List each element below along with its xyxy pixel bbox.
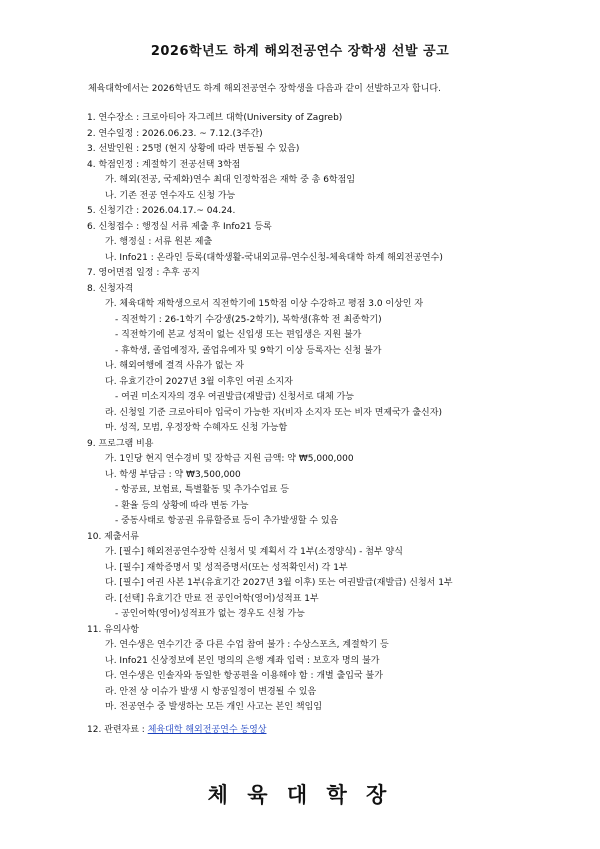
list-item: 가. 체육대학 재학생으로서 직전학기에 15학점 이상 수강하고 평점 3.0 이상인 자 (105, 299, 424, 309)
list-item: 다. 유효기간이 2027년 3월 이후인 여권 소지자 (105, 376, 293, 387)
list-item: 나. Info21 신상정보에 본인 명의의 은행 계좌 입력 : 보호자 명의 불가 (105, 655, 380, 666)
list-item: 라. 신청일 기준 크로아티아 입국이 가능한 자(비자 소지자 또는 비자 면제국가 출신자) (105, 407, 442, 418)
list-item: 마. 성적, 모범, 우정장학 수혜자도 신청 가능함 (105, 423, 288, 433)
sub-item: - 공인어학(영어)성적표가 없는 경우도 신청 가능 (115, 609, 305, 619)
sub-item: - 여권 미소지자의 경우 여권발급(재발급) 신청서로 대체 가능 (115, 392, 354, 402)
section-heading: 6. 신청접수 : 행정실 서류 제출 후 Info21 등록 (87, 221, 272, 232)
list-item: 나. 기존 전공 연수자도 신청 가능 (105, 190, 236, 201)
section-heading: 9. 프로그램 비용 (87, 438, 154, 449)
list-item: 마. 전공연수 중 발생하는 모든 개인 사고는 본인 책임임 (105, 702, 323, 712)
sub-item: - 항공료, 보험료, 특별활동 및 추가수업료 등 (115, 485, 289, 495)
section-heading: 10. 제출서류 (87, 531, 139, 542)
section-heading: 11. 유의사항 (87, 624, 139, 635)
list-item: 다. [필수] 여권 사본 1부(유효기간 2027년 3월 이후) 또는 여권발급(재발급) 신청서 1부 (105, 578, 453, 588)
list-item: 가. 1인당 현지 연수경비 및 장학금 지원 금액: 약 ₩5,000,000 (105, 454, 354, 464)
list-item: 다. 연수생은 인솔자와 동일한 항공편을 이용해야 함 : 개별 출입국 불가 (105, 671, 383, 681)
sub-item: - 직전학기에 본교 성적이 없는 신입생 또는 편입생은 지원 불가 (115, 330, 362, 340)
sub-item: - 직전학기 : 26-1학기 수강생(25-2학기), 복학생(휴학 전 최종학기) (115, 314, 382, 325)
list-item: 가. 해외(전공, 국제화)연수 최대 인정학점은 재학 중 총 6학점임 (105, 175, 356, 185)
list-item: 가. [필수] 해외전공연수장학 신청서 및 계획서 각 1부(소정양식) - 첨부 양식 (105, 547, 403, 557)
list-item: 나. Info21 : 온라인 등록(대학생활-국내외교류-연수신청-체육대학 하계 해외전공연수) (105, 252, 443, 263)
section-heading: 1. 연수장소 : 크로아티아 자그레브 대학(University of Zagreb) (87, 113, 343, 123)
list-item: 나. 학생 부담금 : 약 ₩3,500,000 (105, 469, 241, 480)
sub-item: - 중동사태로 항공권 유류할증료 등이 추가발생할 수 있음 (115, 516, 339, 526)
sub-item: - 환율 등의 상황에 따라 변동 가능 (115, 500, 249, 511)
section-heading: 7. 영어면접 일정 : 추후 공지 (87, 268, 200, 278)
list-item: 가. 행정실 : 서류 원본 제출 (105, 237, 213, 247)
related-prefix: 12. 관련자료 : (87, 725, 148, 735)
list-item: 나. 해외여행에 결격 사유가 없는 자 (105, 361, 244, 371)
sub-item: - 휴학생, 졸업예정자, 졸업유예자 및 9학기 이상 등록자는 신청 불가 (115, 345, 382, 356)
section-heading: 8. 신청자격 (87, 283, 134, 294)
video-link[interactable]: 체육대학 해외전공연수 동영상 (147, 725, 267, 735)
list-item: 라. 안전 상 이슈가 발생 시 항공일정이 변경될 수 있음 (105, 686, 317, 697)
signature-dean: 체 육 대 학 장 (207, 783, 393, 807)
intro-text: 체육대학에서는 2026학년도 하계 해외전공연수 장학생을 다음과 같이 선발하고자 합니다. (88, 84, 441, 94)
section-heading: 2. 연수일정 : 2026.06.23. ~ 7.12.(3주간) (87, 128, 263, 139)
section-heading: 5. 신청기간 : 2026.04.17.~ 04.24. (87, 206, 236, 216)
related-materials-line (87, 724, 266, 736)
section-heading: 4. 학점인정 : 계절학기 전공선택 3학점 (87, 159, 241, 170)
list-item: 가. 연수생은 연수기간 중 다른 수업 참여 불가 : 수상스포츠, 계절학기 등 (105, 640, 389, 650)
page-title: 2026학년도 하계 해외전공연수 장학생 선발 공고 (150, 44, 450, 59)
list-item: 나. [필수] 재학증명서 및 성적증명서(또는 성적확인서) 각 1부 (105, 562, 348, 573)
section-heading: 3. 선발인원 : 25명 (현지 상황에 따라 변동될 수 있음) (87, 144, 300, 154)
list-item: 라. [선택] 유효기간 만료 전 공인어학(영어)성적표 1부 (105, 593, 319, 604)
